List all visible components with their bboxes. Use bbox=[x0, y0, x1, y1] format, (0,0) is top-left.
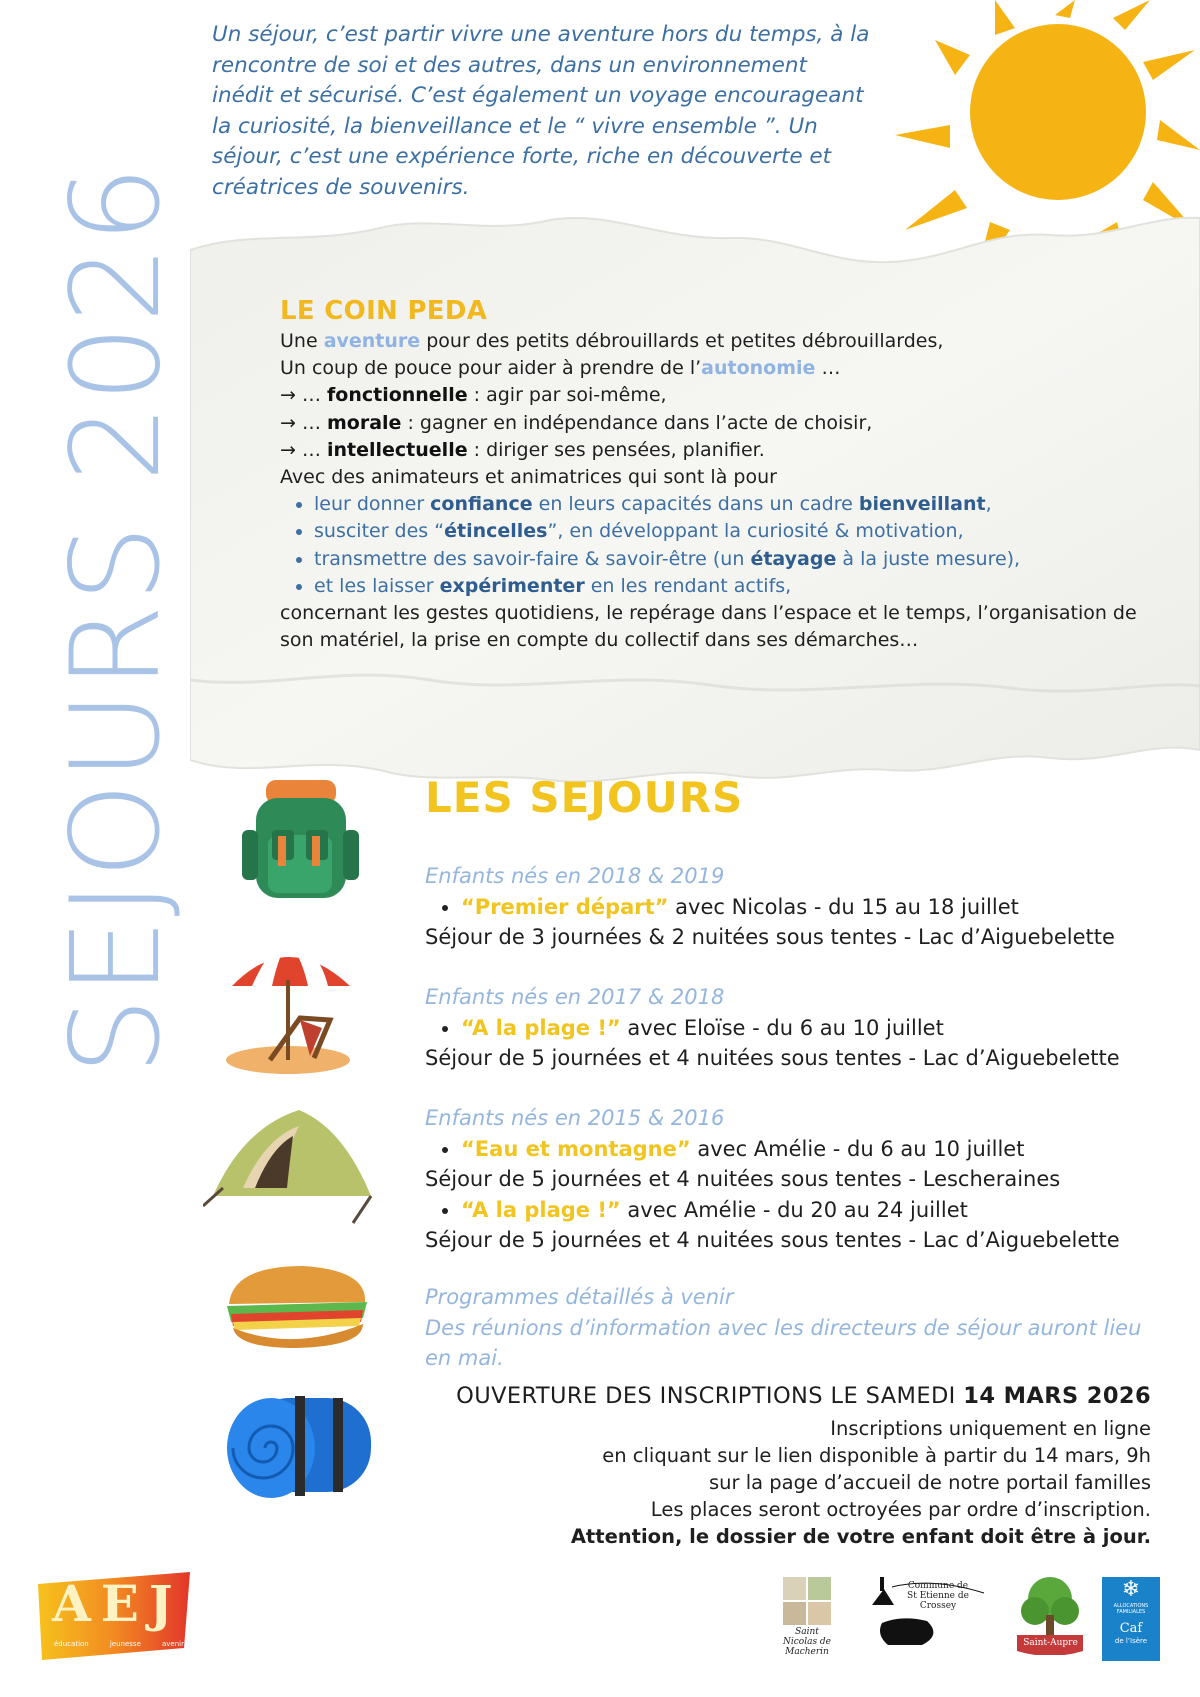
sejour-info: avec Nicolas - du 15 au 18 juillet bbox=[668, 894, 1019, 919]
intro-text: Un séjour, c’est partir vivre une aventure hors du temps, à la rencontre de soi et des autres, dans un environnement inédit et sécurisé. C’est également un voyage encourageant la curiosité, la bienveillance et le “ vivre ensemble ”. Un séjour, c’est une expérience forte, riche en découverte et créatrices de souvenirs. bbox=[212, 22, 870, 200]
tagline-word: avenir bbox=[162, 1640, 184, 1648]
inscriptions-warning: Attention, le dossier de votre enfant doit être à jour. bbox=[570, 1525, 1151, 1548]
st-nicolas-emblem bbox=[781, 1575, 833, 1627]
text: à la juste mesure), bbox=[836, 547, 1021, 570]
saint-aupre-logo bbox=[1013, 1575, 1088, 1659]
inscriptions-title bbox=[456, 1383, 1151, 1409]
sleeping-bag-icon bbox=[225, 1388, 375, 1504]
text: : diriger ses pensées, planifier. bbox=[467, 438, 765, 461]
sejour-info: avec Amélie - du 6 au 10 juillet bbox=[690, 1136, 1025, 1161]
peda-line-2 bbox=[280, 355, 1170, 382]
keyword-aventure: aventure bbox=[323, 330, 421, 352]
sejour-item bbox=[461, 1195, 1165, 1226]
inscriptions-line: sur la page d’accueil de notre portail familles bbox=[708, 1471, 1151, 1494]
sandwich-icon bbox=[223, 1262, 370, 1350]
list-item bbox=[314, 491, 1170, 518]
peda-line-6: Avec des animateurs et animatrices qui sont là pour bbox=[280, 466, 777, 489]
text: et les laisser bbox=[314, 574, 440, 597]
keyword: confiance bbox=[430, 493, 533, 516]
saint-aupre-label: Saint-Aupre bbox=[1023, 1638, 1078, 1648]
keyword: fonctionnelle bbox=[327, 384, 468, 407]
arrow-prefix: → … bbox=[280, 384, 327, 407]
peda-closing: concernant les gestes quotidiens, le repérage dans l’espace et le temps, l’organisation de son matériel, la prise en compte du collectif dans ses démarches… bbox=[280, 602, 1137, 652]
vertical-title: SEJOURS 2026 bbox=[45, 163, 187, 1075]
arrow-prefix: → … bbox=[280, 411, 327, 434]
st-nicolas-label: Saint Nicolas de Macherin bbox=[782, 1627, 832, 1657]
programmes-note bbox=[425, 1282, 1145, 1374]
commune-logo bbox=[872, 1575, 987, 1651]
text: , bbox=[985, 493, 992, 516]
keyword: expérimenter bbox=[439, 574, 585, 597]
text: Un coup de pouce pour aider à prendre de l’ bbox=[280, 357, 702, 380]
sejour-group-1 bbox=[425, 861, 1165, 953]
peda-line-1 bbox=[280, 328, 1170, 355]
tent-icon bbox=[203, 1108, 375, 1228]
inscriptions-date: 14 MARS 2026 bbox=[963, 1383, 1151, 1409]
keyword: intellectuelle bbox=[327, 438, 468, 461]
aej-logo bbox=[34, 1570, 194, 1662]
text: susciter des “ bbox=[314, 520, 445, 543]
sejour-name: “Eau et montagne” bbox=[461, 1136, 691, 1161]
peda-arrow-1 bbox=[280, 382, 1170, 409]
programmes-line-2: Des réunions d’information avec les directeurs de séjour auront lieu en mai. bbox=[425, 1315, 1142, 1370]
st-nicolas-logo bbox=[777, 1575, 837, 1657]
commune-label-line: Commune de bbox=[907, 1581, 969, 1591]
sejour-description: Séjour de 5 journées et 4 nuitées sous tentes - Lescheraines bbox=[425, 1167, 1061, 1191]
text: Une bbox=[280, 330, 324, 352]
programmes-line-1: Programmes détaillés à venir bbox=[425, 1285, 734, 1309]
peda-bullet-list bbox=[280, 491, 1170, 600]
aej-tagline bbox=[54, 1640, 184, 1648]
beach-umbrella-icon bbox=[222, 938, 362, 1076]
sejour-description: Séjour de 3 journées & 2 nuitées sous tentes - Lac d’Aiguebelette bbox=[425, 925, 1115, 949]
sejour-group-3 bbox=[425, 1103, 1165, 1256]
text: pour des petits débrouillards et petites débrouillardes, bbox=[420, 330, 944, 352]
tagline-word: éducation bbox=[54, 1640, 89, 1648]
sejour-group-2 bbox=[425, 982, 1165, 1074]
sejour-item bbox=[461, 1013, 1165, 1044]
keyword-autonomie: autonomie bbox=[701, 357, 816, 380]
sejour-list bbox=[425, 1013, 1165, 1044]
aej-logo-text: AEJ bbox=[52, 1574, 183, 1633]
sejour-name: “Premier départ” bbox=[461, 894, 669, 919]
inscriptions-line: Inscriptions uniquement en ligne bbox=[830, 1417, 1151, 1440]
sejour-info: avec Amélie - du 20 au 24 juillet bbox=[620, 1197, 968, 1222]
commune-label-line: St Etienne de Crossey bbox=[907, 1591, 969, 1611]
backpack-icon bbox=[238, 780, 363, 900]
list-item bbox=[314, 546, 1170, 573]
caf-subtitle: ALLOCATIONS FAMILIALES bbox=[1113, 1603, 1149, 1615]
arrow-prefix: → … bbox=[280, 438, 327, 461]
caf-region: de l’Isère bbox=[1114, 1637, 1148, 1645]
text: en leurs capacités dans un cadre bbox=[532, 493, 859, 516]
peda-arrow-2 bbox=[280, 410, 1170, 437]
sejour-list bbox=[425, 1195, 1165, 1226]
text: … bbox=[815, 357, 841, 380]
age-group-label: Enfants nés en 2018 & 2019 bbox=[425, 864, 725, 888]
text: en les rendant actifs, bbox=[584, 574, 792, 597]
inscriptions-details bbox=[571, 1415, 1151, 1550]
list-item bbox=[314, 518, 1170, 545]
caf-name: Caf bbox=[1119, 1621, 1143, 1636]
keyword: étayage bbox=[750, 547, 837, 570]
sejour-item bbox=[461, 1134, 1165, 1165]
text: : gagner en indépendance dans l’acte de choisir, bbox=[401, 411, 873, 434]
text: OUVERTURE DES INSCRIPTIONS LE SAMEDI bbox=[456, 1383, 964, 1409]
sejour-name: “A la plage !” bbox=[461, 1015, 621, 1040]
peda-arrow-3 bbox=[280, 437, 1170, 464]
sejour-name: “A la plage !” bbox=[461, 1197, 621, 1222]
sejours-title: LES SEJOURS bbox=[425, 773, 744, 822]
text: leur donner bbox=[314, 493, 431, 516]
peda-title: LE COIN PEDA bbox=[280, 296, 488, 326]
peda-section bbox=[280, 296, 1170, 654]
sejour-item bbox=[461, 892, 1165, 923]
tagline-word: jeunesse bbox=[109, 1640, 141, 1648]
text: ”, en développant la curiosité & motivation, bbox=[547, 520, 964, 543]
keyword: bienveillant bbox=[858, 493, 986, 516]
snowflake-icon: ❄ bbox=[1121, 1577, 1141, 1602]
inscriptions-line: Les places seront octroyées par ordre d’inscription. bbox=[650, 1498, 1151, 1521]
caf-logo bbox=[1102, 1577, 1160, 1661]
text: transmettre des savoir-faire & savoir-être (un bbox=[314, 547, 751, 570]
sejour-description: Séjour de 5 journées et 4 nuitées sous tentes - Lac d’Aiguebelette bbox=[425, 1228, 1120, 1252]
sejour-list bbox=[425, 1134, 1165, 1165]
keyword: morale bbox=[327, 411, 402, 434]
list-item bbox=[314, 573, 1170, 600]
sejour-info: avec Eloïse - du 6 au 10 juillet bbox=[620, 1015, 944, 1040]
age-group-label: Enfants nés en 2017 & 2018 bbox=[425, 985, 725, 1009]
text: : agir par soi-même, bbox=[467, 384, 667, 407]
age-group-label: Enfants nés en 2015 & 2016 bbox=[425, 1106, 725, 1130]
inscriptions-line: en cliquant sur le lien disponible à partir du 14 mars, 9h bbox=[602, 1444, 1151, 1467]
commune-label bbox=[898, 1581, 978, 1611]
sejour-list bbox=[425, 892, 1165, 923]
keyword: étincelles bbox=[444, 520, 548, 543]
sejour-description: Séjour de 5 journées et 4 nuitées sous tentes - Lac d’Aiguebelette bbox=[425, 1046, 1120, 1070]
